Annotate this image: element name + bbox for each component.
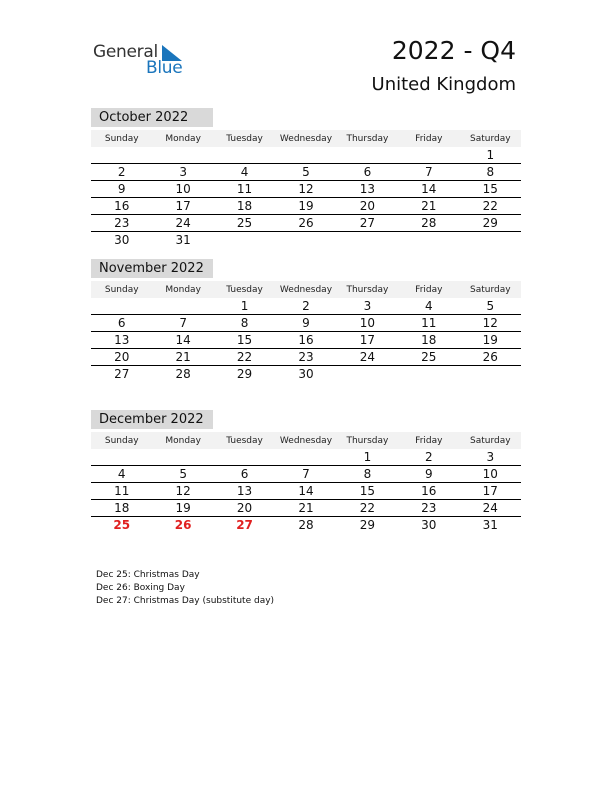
day-cell (337, 366, 398, 383)
day-cell: 1 (214, 298, 275, 315)
day-cell: 25 (113, 518, 131, 532)
day-cell: 16 (398, 483, 459, 500)
day-cell: 2 (91, 164, 152, 181)
weekday-header: Saturday (460, 130, 521, 147)
month-november (91, 259, 521, 382)
day-cell: 31 (482, 518, 498, 532)
day-cell: 29 (460, 215, 521, 232)
day-cell: 4 (214, 164, 275, 181)
weekday-header: Sunday (91, 281, 152, 298)
weekday-header: Sunday (91, 432, 152, 449)
day-cell: 1 (460, 147, 521, 164)
day-cell (460, 232, 521, 249)
day-cell: 6 (214, 466, 275, 483)
month-october (91, 108, 521, 248)
day-cell: 17 (460, 483, 521, 500)
day-cell: 21 (152, 349, 213, 366)
day-cell: 25 (398, 349, 459, 366)
week-row (91, 181, 521, 198)
weekday-header: Sunday (91, 130, 152, 147)
day-cell: 17 (337, 332, 398, 349)
logo (93, 42, 193, 78)
day-cell: 2 (398, 449, 459, 466)
day-cell (91, 298, 152, 315)
weekday-header: Tuesday (214, 130, 275, 147)
day-cell: 23 (91, 215, 152, 232)
week-row (91, 298, 521, 315)
day-cell: 22 (214, 349, 275, 366)
weekday-header: Thursday (337, 432, 398, 449)
day-cell (152, 147, 213, 164)
weekday-header: Wednesday (275, 130, 336, 147)
day-cell: 5 (152, 466, 213, 483)
day-cell: 10 (337, 315, 398, 332)
weekday-header: Friday (398, 432, 459, 449)
day-cell (398, 232, 459, 249)
week-row (91, 500, 521, 517)
day-cell: 20 (214, 500, 275, 517)
day-cell: 18 (91, 500, 152, 517)
weekday-header: Wednesday (275, 281, 336, 298)
day-cell: 7 (275, 466, 336, 483)
day-cell (152, 449, 213, 466)
month-title: October 2022 (91, 108, 213, 127)
day-cell: 21 (398, 198, 459, 215)
day-cell: 17 (152, 198, 213, 215)
day-cell: 27 (236, 518, 253, 532)
weekday-header: Wednesday (275, 432, 336, 449)
day-cell: 12 (275, 181, 336, 198)
day-cell: 11 (91, 483, 152, 500)
day-cell (152, 298, 213, 315)
day-cell: 28 (398, 215, 459, 232)
day-cell: 15 (460, 181, 521, 198)
weekday-header: Friday (398, 281, 459, 298)
day-cell: 1 (337, 449, 398, 466)
day-cell: 25 (214, 215, 275, 232)
weekday-header: Friday (398, 130, 459, 147)
day-cell: 24 (152, 215, 213, 232)
logo-text-general: General (93, 42, 158, 62)
day-cell: 13 (91, 332, 152, 349)
month-grid (91, 130, 521, 248)
day-cell (214, 147, 275, 164)
day-cell: 16 (275, 332, 336, 349)
day-cell: 13 (337, 181, 398, 198)
day-cell: 9 (91, 181, 152, 198)
day-cell: 3 (460, 449, 521, 466)
day-cell: 14 (152, 332, 213, 349)
day-cell: 7 (398, 164, 459, 181)
day-cell: 8 (337, 466, 398, 483)
day-cell: 4 (398, 298, 459, 315)
day-cell: 2 (275, 298, 336, 315)
week-row (91, 349, 521, 366)
weekday-header: Monday (152, 281, 213, 298)
holiday-note: Dec 25: Christmas Day (96, 570, 200, 580)
day-cell: 18 (214, 198, 275, 215)
week-row (91, 198, 521, 215)
day-cell: 12 (152, 483, 213, 500)
weekday-header: Monday (152, 130, 213, 147)
day-cell: 12 (460, 315, 521, 332)
month-grid (91, 432, 521, 533)
day-cell: 11 (214, 181, 275, 198)
weekday-header: Monday (152, 432, 213, 449)
day-cell: 9 (398, 466, 459, 483)
day-cell: 18 (398, 332, 459, 349)
day-cell: 30 (298, 367, 314, 381)
day-cell: 21 (275, 500, 336, 517)
week-row (91, 315, 521, 332)
day-cell: 13 (214, 483, 275, 500)
day-cell: 8 (214, 315, 275, 332)
day-cell (398, 147, 459, 164)
month-grid (91, 281, 521, 382)
logo-text-blue: Blue (146, 58, 183, 78)
day-cell: 4 (91, 466, 152, 483)
day-cell: 28 (175, 367, 191, 381)
day-cell: 19 (152, 500, 213, 517)
week-row (91, 164, 521, 181)
day-cell (91, 147, 152, 164)
day-cell (460, 366, 521, 383)
day-cell (275, 449, 336, 466)
week-row (91, 483, 521, 500)
day-cell: 16 (91, 198, 152, 215)
day-cell: 29 (359, 518, 376, 532)
day-cell: 29 (236, 367, 253, 381)
day-cell: 11 (398, 315, 459, 332)
day-cell: 5 (275, 164, 336, 181)
week-row (91, 147, 521, 164)
day-cell: 23 (275, 349, 336, 366)
day-cell: 15 (214, 332, 275, 349)
day-cell: 27 (337, 215, 398, 232)
day-cell: 27 (114, 367, 130, 381)
day-cell (398, 366, 459, 383)
week-row (91, 232, 521, 249)
week-row (91, 215, 521, 232)
weekday-header: Tuesday (214, 281, 275, 298)
day-cell: 6 (91, 315, 152, 332)
day-cell: 7 (152, 315, 213, 332)
day-cell: 28 (298, 518, 314, 532)
day-cell: 22 (460, 198, 521, 215)
week-row (91, 449, 521, 466)
day-cell: 5 (460, 298, 521, 315)
day-cell: 20 (91, 349, 152, 366)
day-cell: 19 (460, 332, 521, 349)
day-cell: 31 (175, 233, 191, 247)
day-cell: 15 (337, 483, 398, 500)
day-cell (214, 232, 275, 249)
weekday-header: Thursday (337, 281, 398, 298)
day-cell: 23 (398, 500, 459, 517)
holiday-note: Dec 27: Christmas Day (substitute day) (96, 596, 275, 606)
day-cell: 24 (337, 349, 398, 366)
day-cell: 19 (275, 198, 336, 215)
day-cell: 24 (460, 500, 521, 517)
week-row (91, 466, 521, 483)
day-cell: 26 (275, 215, 336, 232)
day-cell (337, 147, 398, 164)
month-december (91, 410, 521, 533)
weekday-header: Saturday (460, 281, 521, 298)
day-cell: 6 (337, 164, 398, 181)
holiday-notes (96, 569, 274, 608)
weekday-header: Thursday (337, 130, 398, 147)
day-cell: 3 (337, 298, 398, 315)
month-title: November 2022 (91, 259, 213, 278)
day-cell: 20 (337, 198, 398, 215)
week-row (91, 366, 521, 383)
country-name: United Kingdom (371, 74, 516, 95)
week-row (91, 332, 521, 349)
day-cell (275, 147, 336, 164)
day-cell: 9 (275, 315, 336, 332)
week-row (91, 517, 521, 534)
page-title: 2022 - Q4 (391, 36, 516, 65)
day-cell: 14 (275, 483, 336, 500)
day-cell: 26 (174, 518, 192, 532)
day-cell (91, 449, 152, 466)
weekday-header: Saturday (460, 432, 521, 449)
day-cell: 22 (337, 500, 398, 517)
holiday-note: Dec 26: Boxing Day (96, 583, 185, 593)
day-cell (337, 232, 398, 249)
day-cell: 14 (398, 181, 459, 198)
day-cell: 10 (152, 181, 213, 198)
day-cell: 3 (152, 164, 213, 181)
day-cell (275, 232, 336, 249)
day-cell: 30 (114, 233, 130, 247)
day-cell: 26 (460, 349, 521, 366)
weekday-header: Tuesday (214, 432, 275, 449)
day-cell: 30 (421, 518, 437, 532)
month-title: December 2022 (91, 410, 213, 429)
day-cell: 8 (460, 164, 521, 181)
day-cell (214, 449, 275, 466)
day-cell: 10 (460, 466, 521, 483)
